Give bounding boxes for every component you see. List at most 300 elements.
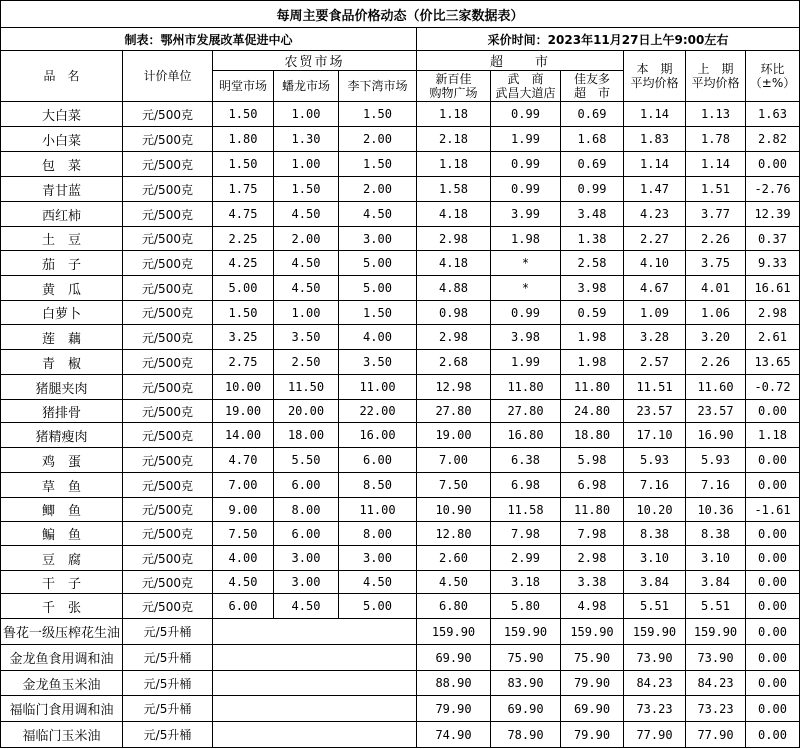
price-prev: 23.57 [686,400,746,423]
price-chg: 0.00 [746,400,800,423]
price-m2: 3.00 [274,546,339,571]
oil-name: 福临门玉米油 [1,722,123,748]
price-m1: 4.00 [213,546,274,571]
price-m3: 3.00 [339,227,417,251]
price-prev: 2.26 [686,227,746,251]
price-s1: 2.98 [417,227,491,251]
price-prev: 7.16 [686,473,746,498]
price-s1: 2.98 [417,325,491,350]
price-prev: 4.01 [686,276,746,301]
oil-market-empty [213,645,417,671]
price-chg: 0.00 [746,152,800,177]
price-m1: 6.00 [213,594,274,619]
survey-time: 采价时间：2023年11月27日上午9:00左右 [417,28,800,51]
price-avg: 8.38 [624,522,686,546]
table-row [1,423,800,448]
price-s1: 2.60 [417,546,491,571]
price-s1: 19.00 [417,423,491,448]
product-name: 猪精瘦肉 [1,423,123,448]
price-s3: 18.80 [561,423,624,448]
price-m1: 1.75 [213,177,274,202]
price-m1: 1.50 [213,301,274,325]
oil-price-s2: 75.90 [491,645,561,671]
price-m2: 6.00 [274,473,339,498]
price-unit: 元/500克 [123,400,213,423]
price-chg: 0.37 [746,227,800,251]
header-row-1 [1,51,800,71]
table-row [1,498,800,522]
price-chg: -2.76 [746,177,800,202]
price-m2: 1.00 [274,102,339,127]
product-name: 千 张 [1,594,123,619]
header-change: 环比 （±%） [746,51,800,102]
product-name: 豆 腐 [1,546,123,571]
oil-price-avg: 77.90 [624,722,686,748]
price-avg: 1.14 [624,102,686,127]
price-s2: 0.99 [491,301,561,325]
price-prev: 1.14 [686,152,746,177]
price-m3: 22.00 [339,400,417,423]
price-unit: 元/500克 [123,325,213,350]
oil-price-chg: 0.00 [746,619,800,645]
oil-price-chg: 0.00 [746,696,800,722]
price-avg: 17.10 [624,423,686,448]
product-name: 包 菜 [1,152,123,177]
price-m3: 11.00 [339,498,417,522]
price-s3: 11.80 [561,498,624,522]
product-name: 鲫 鱼 [1,498,123,522]
price-m1: 1.50 [213,102,274,127]
oil-price-prev: 77.90 [686,722,746,748]
product-name: 白萝卜 [1,301,123,325]
price-chg: 0.00 [746,473,800,498]
oil-row [1,619,800,645]
price-s1: 12.98 [417,375,491,400]
header-supermarkets: 超 市 [417,51,624,71]
price-prev: 3.84 [686,571,746,594]
header-farm-markets: 农贸市场 [213,51,417,71]
price-m1: 2.25 [213,227,274,251]
table-row [1,594,800,619]
price-m1: 7.00 [213,473,274,498]
price-s2: 0.99 [491,102,561,127]
price-avg: 1.47 [624,177,686,202]
oil-row [1,722,800,748]
price-m2: 1.50 [274,177,339,202]
price-m3: 11.00 [339,375,417,400]
table-row [1,448,800,473]
product-name: 青甘蓝 [1,177,123,202]
price-m1: 4.75 [213,202,274,227]
table-row [1,102,800,127]
oil-price-s2: 78.90 [491,722,561,748]
price-m2: 6.00 [274,522,339,546]
oil-unit: 元/5升桶 [123,696,213,722]
oil-unit: 元/5升桶 [123,671,213,696]
price-m2: 20.00 [274,400,339,423]
price-s2: 11.58 [491,498,561,522]
price-unit: 元/500克 [123,498,213,522]
price-s1: 12.80 [417,522,491,546]
price-chg: 2.82 [746,127,800,152]
price-s3: 11.80 [561,375,624,400]
price-avg: 3.84 [624,571,686,594]
price-s2: 3.99 [491,202,561,227]
price-unit: 元/500克 [123,473,213,498]
price-avg: 1.09 [624,301,686,325]
oil-row [1,671,800,696]
price-unit: 元/500克 [123,276,213,301]
price-prev: 10.36 [686,498,746,522]
header-unit: 计价单位 [123,51,213,102]
oil-price-s3: 79.90 [561,671,624,696]
price-m3: 1.50 [339,152,417,177]
price-m2: 11.50 [274,375,339,400]
oil-market-empty [213,671,417,696]
price-s1: 2.68 [417,350,491,375]
oil-price-s1: 74.90 [417,722,491,748]
price-s2: 6.98 [491,473,561,498]
table-row [1,325,800,350]
price-s2: 2.99 [491,546,561,571]
price-s3: 0.69 [561,102,624,127]
price-chg: 0.00 [746,546,800,571]
price-m2: 2.00 [274,227,339,251]
price-chg: 0.00 [746,594,800,619]
header-last-period: 上 期 平均价格 [686,51,746,102]
price-chg: 13.65 [746,350,800,375]
price-m1: 19.00 [213,400,274,423]
table-row [1,350,800,375]
price-unit: 元/500克 [123,227,213,251]
price-m1: 10.00 [213,375,274,400]
table-row [1,571,800,594]
price-s1: 1.18 [417,102,491,127]
price-m3: 6.00 [339,448,417,473]
oil-price-prev: 73.90 [686,645,746,671]
table-row [1,251,800,276]
price-unit: 元/500克 [123,127,213,152]
oil-name: 福临门食用调和油 [1,696,123,722]
price-avg: 4.23 [624,202,686,227]
table-title: 每周主要食品价格动态（价比三家数据表） [1,1,800,28]
price-s2: 16.80 [491,423,561,448]
oil-price-s2: 83.90 [491,671,561,696]
price-prev: 11.60 [686,375,746,400]
price-prev: 1.13 [686,102,746,127]
price-s1: 4.88 [417,276,491,301]
price-unit: 元/500克 [123,594,213,619]
price-s3: 1.68 [561,127,624,152]
price-chg: 0.00 [746,571,800,594]
price-prev: 3.75 [686,251,746,276]
price-chg: 16.61 [746,276,800,301]
product-name: 草 鱼 [1,473,123,498]
price-s3: 7.98 [561,522,624,546]
price-m3: 2.00 [339,127,417,152]
price-s2: 1.99 [491,127,561,152]
price-s3: 1.38 [561,227,624,251]
table-row [1,546,800,571]
price-s3: 3.48 [561,202,624,227]
price-m1: 3.25 [213,325,274,350]
oil-price-s1: 88.90 [417,671,491,696]
price-m1: 9.00 [213,498,274,522]
price-prev: 1.78 [686,127,746,152]
oil-price-chg: 0.00 [746,722,800,748]
price-s2: 5.80 [491,594,561,619]
price-m2: 1.00 [274,301,339,325]
price-m3: 3.50 [339,350,417,375]
oil-name: 鲁花一级压榨花生油 [1,619,123,645]
header-market-lixiawan: 李下湾市场 [339,71,417,102]
product-name: 鳊 鱼 [1,522,123,546]
price-s1: 4.18 [417,251,491,276]
price-s2: 3.18 [491,571,561,594]
price-chg: 9.33 [746,251,800,276]
table-row [1,177,800,202]
oil-row [1,696,800,722]
price-m1: 14.00 [213,423,274,448]
price-s3: 0.69 [561,152,624,177]
price-m1: 4.70 [213,448,274,473]
price-s2: 27.80 [491,400,561,423]
product-name: 干 子 [1,571,123,594]
oil-price-prev: 84.23 [686,671,746,696]
price-s3: 2.98 [561,546,624,571]
price-m2: 18.00 [274,423,339,448]
product-name: 黄 瓜 [1,276,123,301]
table-row [1,473,800,498]
price-unit: 元/500克 [123,375,213,400]
price-unit: 元/500克 [123,350,213,375]
price-s1: 4.50 [417,571,491,594]
product-name: 莲 藕 [1,325,123,350]
price-unit: 元/500克 [123,102,213,127]
price-m3: 4.50 [339,202,417,227]
product-name: 猪腿夹肉 [1,375,123,400]
oil-price-s3: 75.90 [561,645,624,671]
price-prev: 5.51 [686,594,746,619]
price-s3: 5.98 [561,448,624,473]
table-row [1,522,800,546]
table-row [1,127,800,152]
price-s1: 27.80 [417,400,491,423]
price-s2: 1.99 [491,350,561,375]
oil-name: 金龙鱼玉米油 [1,671,123,696]
product-name: 青 椒 [1,350,123,375]
price-m2: 1.00 [274,152,339,177]
oil-price-s1: 79.90 [417,696,491,722]
price-m3: 3.00 [339,546,417,571]
price-m3: 4.00 [339,325,417,350]
oil-price-s3: 69.90 [561,696,624,722]
price-chg: 1.18 [746,423,800,448]
price-avg: 2.57 [624,350,686,375]
header-this-period: 本 期 平均价格 [624,51,686,102]
price-prev: 3.10 [686,546,746,571]
price-avg: 11.51 [624,375,686,400]
table-row [1,227,800,251]
price-unit: 元/500克 [123,423,213,448]
price-m2: 4.50 [274,594,339,619]
price-s3: 1.98 [561,325,624,350]
price-m1: 1.50 [213,152,274,177]
price-avg: 4.10 [624,251,686,276]
price-s2: 7.98 [491,522,561,546]
table-row [1,400,800,423]
price-prev: 2.26 [686,350,746,375]
oil-market-empty [213,696,417,722]
price-m2: 4.50 [274,251,339,276]
oil-row [1,645,800,671]
price-s1: 7.00 [417,448,491,473]
table-row [1,202,800,227]
price-chg: 0.00 [746,448,800,473]
price-chg: 2.98 [746,301,800,325]
price-prev: 8.38 [686,522,746,546]
title-row [1,1,800,28]
oil-price-s1: 159.90 [417,619,491,645]
price-avg: 10.20 [624,498,686,522]
price-avg: 5.93 [624,448,686,473]
price-m3: 5.00 [339,276,417,301]
info-row [1,28,800,51]
oil-price-s2: 69.90 [491,696,561,722]
price-m2: 3.50 [274,325,339,350]
price-m1: 5.00 [213,276,274,301]
price-s3: 3.38 [561,571,624,594]
price-s2: * [491,251,561,276]
price-m3: 2.00 [339,177,417,202]
price-m2: 4.50 [274,276,339,301]
price-s2: 6.38 [491,448,561,473]
price-s1: 2.18 [417,127,491,152]
price-s3: 4.98 [561,594,624,619]
header-product: 品 名 [1,51,123,102]
price-m3: 16.00 [339,423,417,448]
price-m3: 5.00 [339,251,417,276]
price-chg: 1.63 [746,102,800,127]
price-unit: 元/500克 [123,251,213,276]
price-unit: 元/500克 [123,202,213,227]
price-m3: 1.50 [339,301,417,325]
price-s3: 6.98 [561,473,624,498]
price-m2: 5.50 [274,448,339,473]
price-s2: 0.99 [491,177,561,202]
price-s2: 1.98 [491,227,561,251]
price-chg: -0.72 [746,375,800,400]
oil-unit: 元/5升桶 [123,619,213,645]
price-s1: 6.80 [417,594,491,619]
price-m3: 4.50 [339,571,417,594]
price-unit: 元/500克 [123,546,213,571]
product-name: 大白菜 [1,102,123,127]
price-m3: 8.00 [339,522,417,546]
price-s1: 7.50 [417,473,491,498]
price-s3: 1.98 [561,350,624,375]
price-s2: 0.99 [491,152,561,177]
oil-unit: 元/5升桶 [123,645,213,671]
oil-market-empty [213,722,417,748]
oil-price-avg: 73.90 [624,645,686,671]
oil-price-s1: 69.90 [417,645,491,671]
header-super-xinbaijia: 新百佳 购物广场 [417,71,491,102]
product-name: 猪排骨 [1,400,123,423]
price-avg: 1.83 [624,127,686,152]
price-s3: 2.58 [561,251,624,276]
oil-price-prev: 159.90 [686,619,746,645]
price-s3: 0.99 [561,177,624,202]
price-m2: 1.30 [274,127,339,152]
price-prev: 1.06 [686,301,746,325]
price-unit: 元/500克 [123,448,213,473]
oil-price-avg: 159.90 [624,619,686,645]
product-name: 小白菜 [1,127,123,152]
price-m2: 8.00 [274,498,339,522]
price-chg: -1.61 [746,498,800,522]
product-name: 土 豆 [1,227,123,251]
price-m2: 2.50 [274,350,339,375]
product-name: 鸡 蛋 [1,448,123,473]
price-s2: * [491,276,561,301]
oil-price-avg: 84.23 [624,671,686,696]
oil-price-avg: 73.23 [624,696,686,722]
price-m1: 2.75 [213,350,274,375]
header-super-jiayouduo: 佳友多 超 市 [561,71,624,102]
table-row [1,301,800,325]
header-super-wushang: 武 商 武昌大道店 [491,71,561,102]
price-unit: 元/500克 [123,177,213,202]
oil-price-s2: 159.90 [491,619,561,645]
price-s2: 3.98 [491,325,561,350]
product-name: 茄 子 [1,251,123,276]
header-market-mingtang: 明堂市场 [213,71,274,102]
price-s2: 11.80 [491,375,561,400]
price-m3: 5.00 [339,594,417,619]
price-m1: 4.25 [213,251,274,276]
price-prev: 5.93 [686,448,746,473]
price-prev: 3.20 [686,325,746,350]
price-m2: 4.50 [274,202,339,227]
price-s1: 1.58 [417,177,491,202]
price-s1: 4.18 [417,202,491,227]
header-market-panlong: 蟠龙市场 [274,71,339,102]
product-name: 西红柿 [1,202,123,227]
oil-price-prev: 73.23 [686,696,746,722]
price-prev: 3.77 [686,202,746,227]
price-avg: 2.27 [624,227,686,251]
price-avg: 23.57 [624,400,686,423]
price-m1: 4.50 [213,571,274,594]
price-s3: 3.98 [561,276,624,301]
price-m3: 8.50 [339,473,417,498]
oil-price-s3: 159.90 [561,619,624,645]
price-m2: 3.00 [274,571,339,594]
oil-name: 金龙鱼食用调和油 [1,645,123,671]
price-s3: 24.80 [561,400,624,423]
price-unit: 元/500克 [123,571,213,594]
table-row [1,375,800,400]
price-m1: 7.50 [213,522,274,546]
price-prev: 16.90 [686,423,746,448]
price-chg: 0.00 [746,522,800,546]
price-unit: 元/500克 [123,522,213,546]
table-row [1,152,800,177]
price-prev: 1.51 [686,177,746,202]
table-row [1,276,800,301]
price-chg: 12.39 [746,202,800,227]
